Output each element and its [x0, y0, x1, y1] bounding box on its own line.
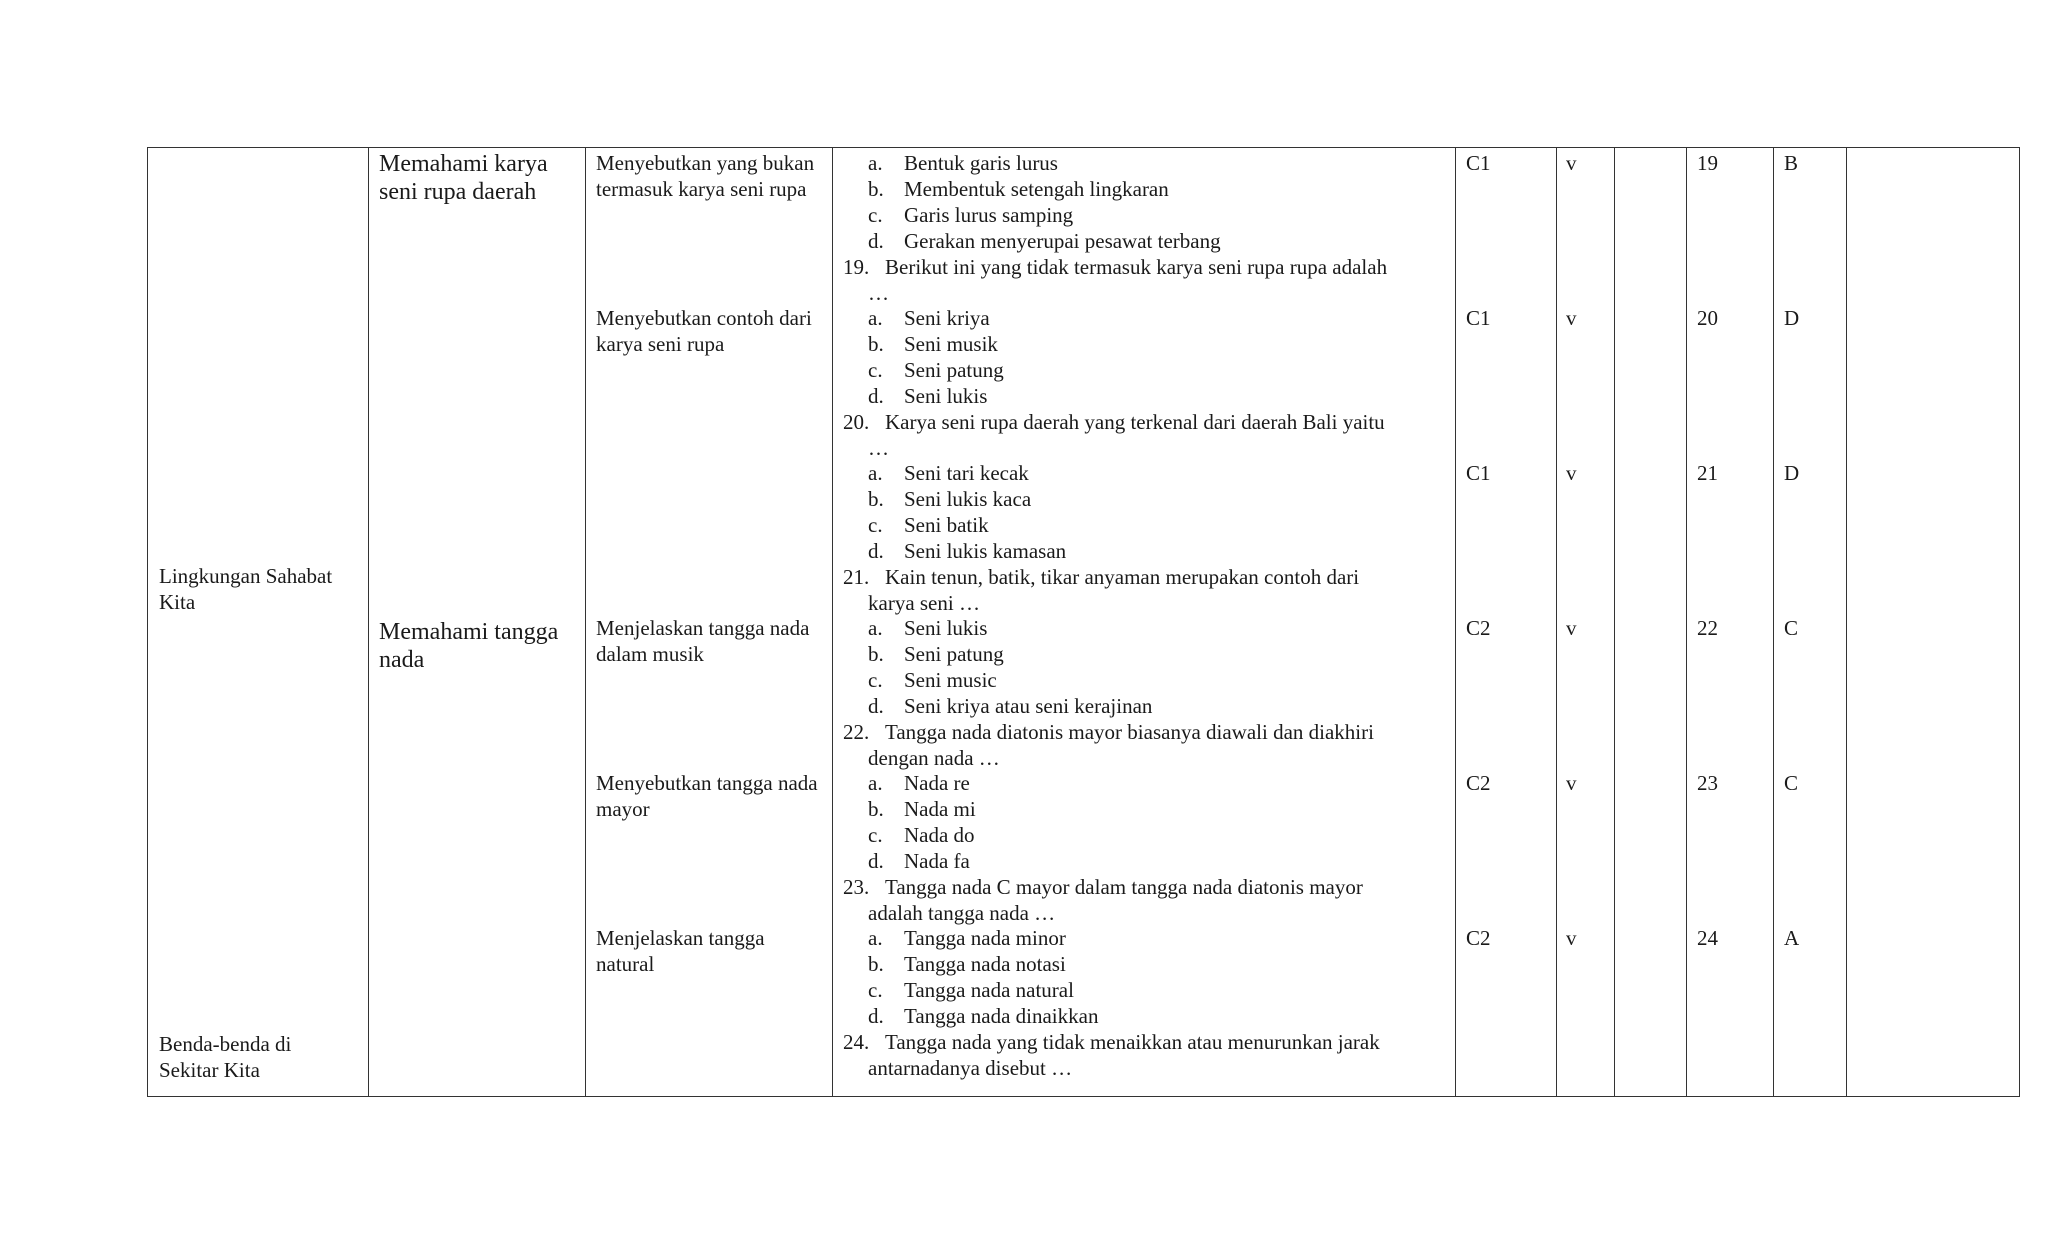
option-text: Membentuk setengah lingkaran	[904, 177, 1169, 201]
question-number: 22.	[843, 720, 870, 744]
question-number: 24.	[843, 1030, 870, 1054]
question-number: 19.	[843, 255, 870, 279]
answer-option	[843, 486, 1031, 512]
cognitive-level: C2	[1466, 771, 1491, 795]
option-letter: c.	[868, 823, 883, 847]
answer-key: B	[1784, 151, 1799, 175]
indicator-text: Menyebutkan tangga nada mayor	[596, 771, 818, 821]
answer-option	[843, 770, 970, 796]
answer-option	[843, 202, 1073, 228]
theme-text: Lingkungan Sahabat Kita	[159, 564, 333, 614]
check-mark: v	[1566, 926, 1577, 950]
indicator-text: Menjelaskan tangga nada dalam musik	[596, 616, 810, 666]
option-letter: a.	[868, 926, 883, 950]
column-divider	[1686, 148, 1687, 1096]
question-text: Tangga nada yang tidak menaikkan atau menurunkan jarak	[885, 1030, 1380, 1054]
answer-option	[843, 383, 987, 409]
question-text: Kain tenun, batik, tikar anyaman merupakan contoh dari	[885, 565, 1360, 589]
option-letter: d.	[868, 1004, 884, 1028]
question-stem	[843, 564, 1359, 590]
option-letter: d.	[868, 539, 884, 563]
answer-option	[843, 305, 990, 331]
question-text: Karya seni rupa daerah yang terkenal dari daerah Bali yaitu	[885, 410, 1385, 434]
indicator-text: Menyebutkan contoh dari karya seni rupa	[596, 306, 812, 356]
column-divider	[1846, 148, 1847, 1096]
item-number: 19	[1697, 151, 1718, 175]
option-letter: b.	[868, 177, 884, 201]
answer-key: A	[1784, 926, 1800, 950]
question-number: 21.	[843, 565, 870, 589]
column-divider	[1773, 148, 1774, 1096]
question-continuation: karya seni …	[868, 591, 980, 615]
item-number: 23	[1697, 771, 1718, 795]
option-letter: b.	[868, 797, 884, 821]
option-text: Bentuk garis lurus	[904, 151, 1058, 175]
cognitive-level: C1	[1466, 461, 1491, 485]
check-mark: v	[1566, 306, 1577, 330]
option-letter: c.	[868, 203, 883, 227]
answer-option	[843, 150, 1058, 176]
option-letter: a.	[868, 616, 883, 640]
check-mark: v	[1566, 151, 1577, 175]
option-text: Tangga nada dinaikkan	[904, 1004, 1099, 1028]
subtheme-text: Benda-benda di Sekitar Kita	[159, 1032, 292, 1082]
option-text: Seni batik	[904, 513, 989, 537]
item-number: 20	[1697, 306, 1718, 330]
question-number: 20.	[843, 410, 870, 434]
option-text: Tangga nada natural	[904, 978, 1074, 1002]
option-text: Gerakan menyerupai pesawat terbang	[904, 229, 1221, 253]
question-stem	[843, 874, 1363, 900]
check-mark: v	[1566, 616, 1577, 640]
column-divider	[1614, 148, 1615, 1096]
option-text: Nada re	[904, 771, 970, 795]
indicator-text: Menjelaskan tangga natural	[596, 926, 765, 976]
option-text: Seni lukis kamasan	[904, 539, 1067, 563]
option-letter: b.	[868, 952, 884, 976]
column-divider	[1556, 148, 1557, 1096]
answer-option	[843, 176, 1169, 202]
answer-option	[843, 615, 987, 641]
answer-key: C	[1784, 771, 1799, 795]
item-number: 24	[1697, 926, 1718, 950]
option-text: Seni patung	[904, 358, 1004, 382]
column-divider	[1455, 148, 1456, 1096]
option-text: Seni music	[904, 668, 997, 692]
question-stem	[843, 1029, 1380, 1055]
option-letter: b.	[868, 332, 884, 356]
question-number: 23.	[843, 875, 870, 899]
question-continuation: antarnadanya disebut …	[868, 1056, 1073, 1080]
option-letter: a.	[868, 771, 883, 795]
answer-option	[843, 460, 1029, 486]
option-text: Seni lukis	[904, 616, 988, 640]
option-letter: a.	[868, 461, 883, 485]
option-letter: d.	[868, 229, 884, 253]
option-text: Nada do	[904, 823, 975, 847]
column-divider	[368, 148, 369, 1096]
answer-option	[843, 641, 1004, 667]
question-continuation: …	[868, 436, 889, 460]
question-grid-table	[147, 147, 2020, 1097]
option-text: Seni patung	[904, 642, 1004, 666]
answer-option	[843, 796, 976, 822]
option-text: Nada mi	[904, 797, 976, 821]
answer-option	[843, 331, 998, 357]
item-number: 21	[1697, 461, 1718, 485]
question-text: Berikut ini yang tidak termasuk karya seni rupa rupa adalah	[885, 255, 1388, 279]
answer-option	[843, 925, 1066, 951]
cognitive-level: C1	[1466, 151, 1491, 175]
option-text: Tangga nada minor	[904, 926, 1066, 950]
option-text: Seni musik	[904, 332, 998, 356]
answer-option	[843, 667, 997, 693]
answer-option	[843, 228, 1221, 254]
competency-1: Memahami karya seni rupa daerah	[379, 151, 548, 205]
question-text: Tangga nada diatonis mayor biasanya diawali dan diakhiri	[885, 720, 1374, 744]
answer-key: D	[1784, 306, 1800, 330]
answer-option	[843, 357, 1004, 383]
option-text: Seni kriya	[904, 306, 990, 330]
indicator-text: Menyebutkan yang bukan termasuk karya seni rupa	[596, 151, 815, 201]
option-letter: b.	[868, 642, 884, 666]
question-continuation: …	[868, 281, 889, 305]
question-text: Tangga nada C mayor dalam tangga nada diatonis mayor	[885, 875, 1363, 899]
check-mark: v	[1566, 771, 1577, 795]
answer-option	[843, 822, 975, 848]
answer-option	[843, 512, 989, 538]
option-letter: d.	[868, 694, 884, 718]
option-letter: a.	[868, 306, 883, 330]
item-number: 22	[1697, 616, 1718, 640]
answer-option	[843, 977, 1074, 1003]
option-letter: d.	[868, 849, 884, 873]
option-letter: c.	[868, 513, 883, 537]
question-stem	[843, 409, 1385, 435]
option-text: Seni lukis kaca	[904, 487, 1032, 511]
answer-option	[843, 951, 1066, 977]
option-text: Garis lurus samping	[904, 203, 1074, 227]
option-letter: c.	[868, 358, 883, 382]
cognitive-level: C2	[1466, 926, 1491, 950]
option-text: Nada fa	[904, 849, 970, 873]
subtheme-label	[159, 1031, 329, 1083]
option-text: Seni lukis	[904, 384, 988, 408]
question-continuation: adalah tangga nada …	[868, 901, 1056, 925]
option-letter: d.	[868, 384, 884, 408]
answer-option	[843, 1003, 1098, 1029]
question-stem	[843, 254, 1387, 280]
answer-option	[843, 693, 1152, 719]
theme-label	[159, 563, 359, 615]
column-divider	[585, 148, 586, 1096]
question-continuation: dengan nada …	[868, 746, 1000, 770]
answer-option	[843, 848, 970, 874]
question-stem	[843, 719, 1374, 745]
answer-key: D	[1784, 461, 1800, 485]
option-letter: c.	[868, 668, 883, 692]
column-divider	[832, 148, 833, 1096]
competency-2: Memahami tangga nada	[379, 619, 559, 673]
cognitive-level: C2	[1466, 616, 1491, 640]
cognitive-level: C1	[1466, 306, 1491, 330]
option-text: Seni tari kecak	[904, 461, 1029, 485]
answer-key: C	[1784, 616, 1799, 640]
option-letter: a.	[868, 151, 883, 175]
option-text: Tangga nada notasi	[904, 952, 1066, 976]
option-letter: b.	[868, 487, 884, 511]
option-text: Seni kriya atau seni kerajinan	[904, 694, 1153, 718]
answer-option	[843, 538, 1066, 564]
option-letter: c.	[868, 978, 883, 1002]
check-mark: v	[1566, 461, 1577, 485]
